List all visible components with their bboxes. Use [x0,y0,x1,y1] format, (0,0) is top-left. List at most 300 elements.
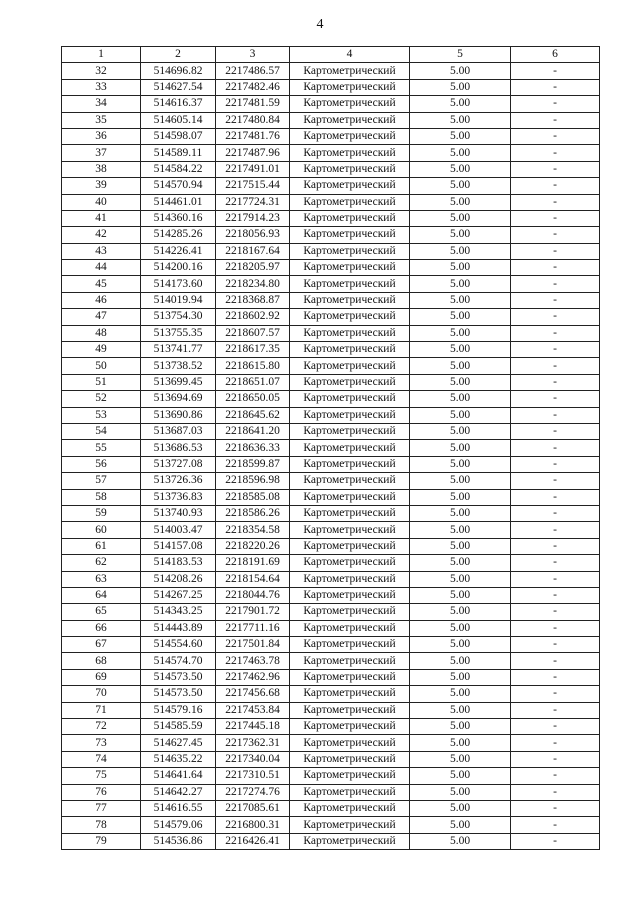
point-number-cell: 40 [62,194,141,210]
x-coordinate-cell: 513694.69 [141,391,216,407]
x-coordinate-cell: 514584.22 [141,161,216,177]
y-coordinate-cell: 2217462.96 [216,669,290,685]
description-cell: - [511,358,600,374]
point-number-cell: 59 [62,505,141,521]
accuracy-cell: 5.00 [410,620,511,636]
table-row [62,686,600,702]
header-cell-4: 4 [290,47,410,63]
point-number-cell: 70 [62,686,141,702]
x-coordinate-cell: 514208.26 [141,571,216,587]
x-coordinate-cell: 513726.36 [141,473,216,489]
point-number-cell: 62 [62,555,141,571]
method-cell: Картометрический [290,587,410,603]
x-coordinate-cell: 514183.53 [141,555,216,571]
y-coordinate-cell: 2218205.97 [216,260,290,276]
description-cell: - [511,243,600,259]
point-number-cell: 75 [62,768,141,784]
point-number-cell: 44 [62,260,141,276]
x-coordinate-cell: 513754.30 [141,309,216,325]
accuracy-cell: 5.00 [410,112,511,128]
method-cell: Картометрический [290,374,410,390]
x-coordinate-cell: 514570.94 [141,178,216,194]
x-coordinate-cell: 514642.27 [141,784,216,800]
point-number-cell: 53 [62,407,141,423]
table-row [62,423,600,439]
table-row [62,800,600,816]
point-number-cell: 67 [62,637,141,653]
header-cell-3: 3 [216,47,290,63]
method-cell: Картометрический [290,292,410,308]
x-coordinate-cell: 514616.37 [141,96,216,112]
y-coordinate-cell: 2217453.84 [216,702,290,718]
method-cell: Картометрический [290,194,410,210]
table-row [62,112,600,128]
accuracy-cell: 5.00 [410,128,511,144]
accuracy-cell: 5.00 [410,702,511,718]
y-coordinate-cell: 2217901.72 [216,604,290,620]
y-coordinate-cell: 2216426.41 [216,833,290,849]
accuracy-cell: 5.00 [410,735,511,751]
description-cell: - [511,128,600,144]
y-coordinate-cell: 2218585.08 [216,489,290,505]
description-cell: - [511,63,600,79]
method-cell: Картометрический [290,63,410,79]
table-row [62,751,600,767]
method-cell: Картометрический [290,522,410,538]
description-cell: - [511,423,600,439]
method-cell: Картометрический [290,342,410,358]
table-row [62,276,600,292]
table-row [62,358,600,374]
y-coordinate-cell: 2217501.84 [216,637,290,653]
y-coordinate-cell: 2217515.44 [216,178,290,194]
y-coordinate-cell: 2218354.58 [216,522,290,538]
accuracy-cell: 5.00 [410,833,511,849]
method-cell: Картометрический [290,456,410,472]
method-cell: Картометрический [290,112,410,128]
y-coordinate-cell: 2218234.80 [216,276,290,292]
point-number-cell: 68 [62,653,141,669]
accuracy-cell: 5.00 [410,440,511,456]
x-coordinate-cell: 514573.50 [141,669,216,685]
x-coordinate-cell: 513741.77 [141,342,216,358]
x-coordinate-cell: 514019.94 [141,292,216,308]
x-coordinate-cell: 514635.22 [141,751,216,767]
table-row [62,653,600,669]
y-coordinate-cell: 2218641.20 [216,423,290,439]
y-coordinate-cell: 2218617.35 [216,342,290,358]
y-coordinate-cell: 2218599.87 [216,456,290,472]
x-coordinate-cell: 514598.07 [141,128,216,144]
point-number-cell: 65 [62,604,141,620]
method-cell: Картометрический [290,161,410,177]
y-coordinate-cell: 2217463.78 [216,653,290,669]
point-number-cell: 63 [62,571,141,587]
point-number-cell: 77 [62,800,141,816]
table-row [62,669,600,685]
y-coordinate-cell: 2217274.76 [216,784,290,800]
point-number-cell: 35 [62,112,141,128]
table-row [62,79,600,95]
accuracy-cell: 5.00 [410,637,511,653]
accuracy-cell: 5.00 [410,784,511,800]
table-row [62,784,600,800]
description-cell: - [511,112,600,128]
y-coordinate-cell: 2217480.84 [216,112,290,128]
y-coordinate-cell: 2218650.05 [216,391,290,407]
description-cell: - [511,489,600,505]
description-cell: - [511,96,600,112]
y-coordinate-cell: 2218154.64 [216,571,290,587]
method-cell: Картометрический [290,407,410,423]
accuracy-cell: 5.00 [410,817,511,833]
point-number-cell: 32 [62,63,141,79]
table-row [62,456,600,472]
description-cell: - [511,784,600,800]
point-number-cell: 34 [62,96,141,112]
point-number-cell: 79 [62,833,141,849]
header-row [62,47,600,63]
accuracy-cell: 5.00 [410,456,511,472]
x-coordinate-cell: 514554.60 [141,637,216,653]
accuracy-cell: 5.00 [410,571,511,587]
method-cell: Картометрический [290,440,410,456]
point-number-cell: 71 [62,702,141,718]
x-coordinate-cell: 514285.26 [141,227,216,243]
y-coordinate-cell: 2218596.98 [216,473,290,489]
table-row [62,489,600,505]
point-number-cell: 58 [62,489,141,505]
x-coordinate-cell: 513727.08 [141,456,216,472]
table-row [62,768,600,784]
table-row [62,407,600,423]
description-cell: - [511,751,600,767]
method-cell: Картометрический [290,358,410,374]
table-row [62,309,600,325]
point-number-cell: 78 [62,817,141,833]
y-coordinate-cell: 2217482.46 [216,79,290,95]
method-cell: Картометрический [290,800,410,816]
method-cell: Картометрический [290,505,410,521]
method-cell: Картометрический [290,702,410,718]
accuracy-cell: 5.00 [410,719,511,735]
table-row [62,587,600,603]
y-coordinate-cell: 2217362.31 [216,735,290,751]
method-cell: Картометрический [290,309,410,325]
table-row [62,604,600,620]
description-cell: - [511,702,600,718]
point-number-cell: 72 [62,719,141,735]
table-row [62,63,600,79]
point-number-cell: 60 [62,522,141,538]
point-number-cell: 39 [62,178,141,194]
table-row [62,292,600,308]
x-coordinate-cell: 513738.52 [141,358,216,374]
accuracy-cell: 5.00 [410,538,511,554]
x-coordinate-cell: 514579.06 [141,817,216,833]
x-coordinate-cell: 514605.14 [141,112,216,128]
y-coordinate-cell: 2218636.33 [216,440,290,456]
description-cell: - [511,161,600,177]
description-cell: - [511,292,600,308]
table-row [62,440,600,456]
point-number-cell: 54 [62,423,141,439]
table-row [62,522,600,538]
y-coordinate-cell: 2216800.31 [216,817,290,833]
point-number-cell: 74 [62,751,141,767]
point-number-cell: 64 [62,587,141,603]
method-cell: Картометрический [290,423,410,439]
point-number-cell: 45 [62,276,141,292]
page-number: 4 [316,17,324,32]
description-cell: - [511,210,600,226]
y-coordinate-cell: 2218220.26 [216,538,290,554]
x-coordinate-cell: 514641.64 [141,768,216,784]
table-row [62,178,600,194]
point-number-cell: 55 [62,440,141,456]
x-coordinate-cell: 513690.86 [141,407,216,423]
method-cell: Картометрический [290,227,410,243]
accuracy-cell: 5.00 [410,686,511,702]
accuracy-cell: 5.00 [410,79,511,95]
method-cell: Картометрический [290,391,410,407]
table-row [62,128,600,144]
table-row [62,243,600,259]
table-row [62,374,600,390]
point-number-cell: 42 [62,227,141,243]
x-coordinate-cell: 513736.83 [141,489,216,505]
method-cell: Картометрический [290,538,410,554]
accuracy-cell: 5.00 [410,604,511,620]
table-row [62,538,600,554]
point-number-cell: 56 [62,456,141,472]
x-coordinate-cell: 514573.50 [141,686,216,702]
accuracy-cell: 5.00 [410,227,511,243]
y-coordinate-cell: 2218191.69 [216,555,290,571]
accuracy-cell: 5.00 [410,374,511,390]
method-cell: Картометрический [290,473,410,489]
description-cell: - [511,571,600,587]
point-number-cell: 76 [62,784,141,800]
y-coordinate-cell: 2217491.01 [216,161,290,177]
method-cell: Картометрический [290,571,410,587]
x-coordinate-cell: 514003.47 [141,522,216,538]
point-number-cell: 48 [62,325,141,341]
description-cell: - [511,391,600,407]
point-number-cell: 73 [62,735,141,751]
point-number-cell: 46 [62,292,141,308]
y-coordinate-cell: 2218167.64 [216,243,290,259]
accuracy-cell: 5.00 [410,342,511,358]
point-number-cell: 50 [62,358,141,374]
description-cell: - [511,505,600,521]
method-cell: Картометрический [290,555,410,571]
x-coordinate-cell: 514343.25 [141,604,216,620]
x-coordinate-cell: 514696.82 [141,63,216,79]
y-coordinate-cell: 2218586.26 [216,505,290,521]
method-cell: Картометрический [290,669,410,685]
table-row [62,505,600,521]
table-row [62,194,600,210]
description-cell: - [511,473,600,489]
y-coordinate-cell: 2217711.16 [216,620,290,636]
point-number-cell: 49 [62,342,141,358]
y-coordinate-cell: 2217085.61 [216,800,290,816]
description-cell: - [511,719,600,735]
method-cell: Картометрический [290,768,410,784]
method-cell: Картометрический [290,260,410,276]
table-row [62,637,600,653]
point-number-cell: 38 [62,161,141,177]
method-cell: Картометрический [290,178,410,194]
accuracy-cell: 5.00 [410,243,511,259]
x-coordinate-cell: 513699.45 [141,374,216,390]
description-cell: - [511,456,600,472]
x-coordinate-cell: 514200.16 [141,260,216,276]
description-cell: - [511,260,600,276]
method-cell: Картометрический [290,604,410,620]
description-cell: - [511,440,600,456]
y-coordinate-cell: 2217486.57 [216,63,290,79]
x-coordinate-cell: 514461.01 [141,194,216,210]
x-coordinate-cell: 514627.45 [141,735,216,751]
description-cell: - [511,620,600,636]
description-cell: - [511,669,600,685]
y-coordinate-cell: 2217481.76 [216,128,290,144]
point-number-cell: 69 [62,669,141,685]
table-row [62,719,600,735]
header-cell-2: 2 [141,47,216,63]
accuracy-cell: 5.00 [410,587,511,603]
header-cell-6: 6 [511,47,600,63]
description-cell: - [511,833,600,849]
method-cell: Картометрический [290,620,410,636]
accuracy-cell: 5.00 [410,63,511,79]
table-row [62,161,600,177]
description-cell: - [511,686,600,702]
point-number-cell: 47 [62,309,141,325]
description-cell: - [511,178,600,194]
table-row [62,227,600,243]
y-coordinate-cell: 2218044.76 [216,587,290,603]
description-cell: - [511,538,600,554]
method-cell: Картометрический [290,79,410,95]
description-cell: - [511,800,600,816]
accuracy-cell: 5.00 [410,178,511,194]
table-row [62,96,600,112]
x-coordinate-cell: 514616.55 [141,800,216,816]
x-coordinate-cell: 514574.70 [141,653,216,669]
point-number-cell: 61 [62,538,141,554]
accuracy-cell: 5.00 [410,210,511,226]
x-coordinate-cell: 514360.16 [141,210,216,226]
table-row [62,555,600,571]
accuracy-cell: 5.00 [410,161,511,177]
table-row [62,145,600,161]
y-coordinate-cell: 2218607.57 [216,325,290,341]
accuracy-cell: 5.00 [410,555,511,571]
accuracy-cell: 5.00 [410,260,511,276]
x-coordinate-cell: 514589.11 [141,145,216,161]
y-coordinate-cell: 2217914.23 [216,210,290,226]
y-coordinate-cell: 2217481.59 [216,96,290,112]
point-number-cell: 37 [62,145,141,161]
accuracy-cell: 5.00 [410,489,511,505]
table-row [62,735,600,751]
y-coordinate-cell: 2218645.62 [216,407,290,423]
description-cell: - [511,342,600,358]
description-cell: - [511,407,600,423]
x-coordinate-cell: 513740.93 [141,505,216,521]
description-cell: - [511,276,600,292]
header-cell-5: 5 [410,47,511,63]
accuracy-cell: 5.00 [410,194,511,210]
accuracy-cell: 5.00 [410,800,511,816]
x-coordinate-cell: 514267.25 [141,587,216,603]
table-row [62,325,600,341]
x-coordinate-cell: 514226.41 [141,243,216,259]
x-coordinate-cell: 513755.35 [141,325,216,341]
table-body [62,47,600,850]
y-coordinate-cell: 2217445.18 [216,719,290,735]
description-cell: - [511,79,600,95]
accuracy-cell: 5.00 [410,751,511,767]
accuracy-cell: 5.00 [410,358,511,374]
method-cell: Картометрический [290,145,410,161]
accuracy-cell: 5.00 [410,325,511,341]
description-cell: - [511,325,600,341]
description-cell: - [511,653,600,669]
y-coordinate-cell: 2217310.51 [216,768,290,784]
y-coordinate-cell: 2218651.07 [216,374,290,390]
accuracy-cell: 5.00 [410,505,511,521]
table-row [62,817,600,833]
accuracy-cell: 5.00 [410,391,511,407]
x-coordinate-cell: 514536.86 [141,833,216,849]
table-row [62,833,600,849]
accuracy-cell: 5.00 [410,473,511,489]
table-row [62,571,600,587]
x-coordinate-cell: 514579.16 [141,702,216,718]
description-cell: - [511,555,600,571]
accuracy-cell: 5.00 [410,292,511,308]
method-cell: Картометрический [290,686,410,702]
x-coordinate-cell: 514627.54 [141,79,216,95]
description-cell: - [511,637,600,653]
x-coordinate-cell: 514173.60 [141,276,216,292]
y-coordinate-cell: 2217456.68 [216,686,290,702]
table-row [62,342,600,358]
method-cell: Картометрический [290,735,410,751]
point-number-cell: 43 [62,243,141,259]
x-coordinate-cell: 514443.89 [141,620,216,636]
point-number-cell: 66 [62,620,141,636]
method-cell: Картометрический [290,784,410,800]
accuracy-cell: 5.00 [410,522,511,538]
description-cell: - [511,145,600,161]
accuracy-cell: 5.00 [410,768,511,784]
description-cell: - [511,735,600,751]
method-cell: Картометрический [290,276,410,292]
description-cell: - [511,309,600,325]
y-coordinate-cell: 2218368.87 [216,292,290,308]
coordinates-table [61,46,600,850]
description-cell: - [511,194,600,210]
x-coordinate-cell: 514585.59 [141,719,216,735]
description-cell: - [511,227,600,243]
table-row [62,210,600,226]
point-number-cell: 36 [62,128,141,144]
